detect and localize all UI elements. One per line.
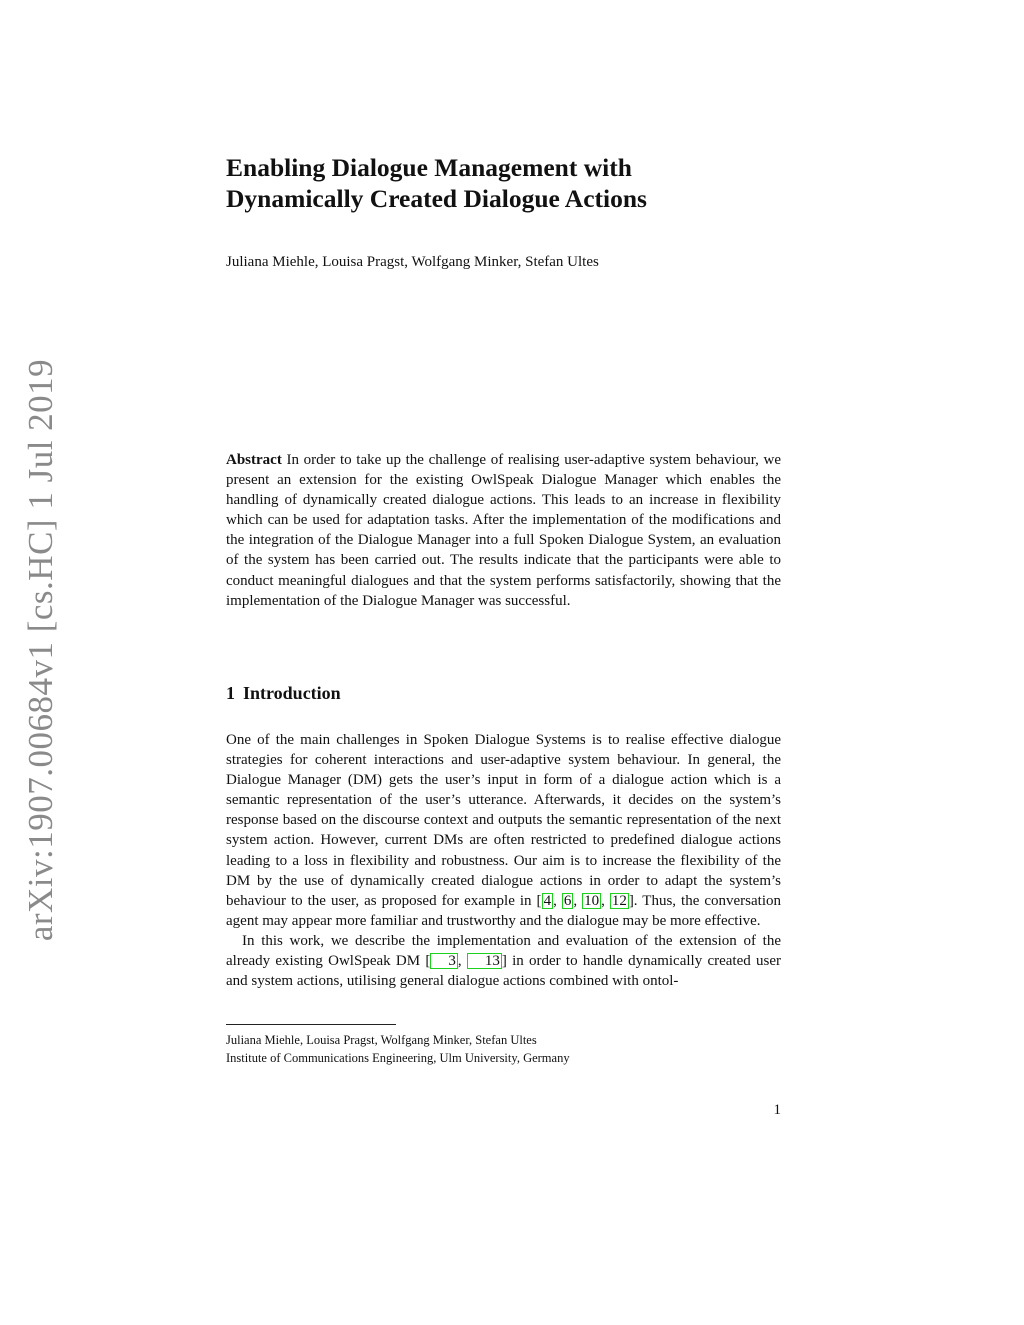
footnote — [226, 1031, 781, 1067]
paper-title — [226, 152, 786, 214]
footnote-affiliation: Institute of Communications Engineering, Ulm University, Germany — [226, 1051, 570, 1065]
title-line-1: Enabling Dialogue Management with — [226, 153, 632, 182]
abstract-label: Abstract — [226, 452, 282, 468]
abstract — [226, 450, 781, 611]
paragraph-2: In this work, we describe the implementation and evaluation of the extension of the already existing OwlSpeak DM [ 3 , 13 ] in order to handle dynamically created user and system actions, utilising general dialogue actions combined with ontol- — [226, 932, 782, 990]
citation-link[interactable]: 3 — [430, 953, 458, 969]
abstract-text: In order to take up the challenge of realising user-adaptive system behaviour, we present an extension for the existing OwlSpeak Dialogue Manager which enables the handling of dynamically created dialogue actions. This leads to an increase in flexibility which can be used for adaptation tasks. After the implementation of the modifications and the integration of the Dialogue Manager into a full Spoken Dialogue System, an evaluation of the system has been carried out. The results indicate that the participants were able to conduct meaningful dialogues and that the system performs satisfactorily, showing that the implementation of the Dialogue Manager was successful. — [226, 452, 781, 609]
citation-link[interactable]: 4 — [543, 892, 552, 909]
paragraph-2-text-b: ] in order to handle dynamically created user and system actions, utilising general dialogue actions combined with ontol- — [226, 953, 782, 990]
paragraph-1-text-a: One of the main challenges in Spoken Dialogue Systems is to realise effective dialogue strategies for coherent interactions and user-adaptive system behaviour. In general, the Dialogue Manager (DM) gets the user’s input in form of a dialogue action which is a semantic representation of the user’s utterance. Afterwards, it decides on the system’s response based on the discourse context and outputs the semantic representation of the next system action. However, current DMs are often restricted to predefined dialogue actions leading to a loss in flexibility and robustness. Our aim is to increase the flexibility of the DM by the use of dynamically created dialogue actions in order to adapt the system’s behaviour to the user, as proposed for example in [ — [226, 732, 781, 909]
body-text — [226, 730, 781, 991]
page-number: 1 — [773, 1102, 781, 1118]
paragraph-1: One of the main challenges in Spoken Dialogue Systems is to realise effective dialogue strategies for coherent interactions and user-adaptive system behaviour. In general, the Dialogue Manager (DM) gets the user’s input in form of a dialogue action which is a semantic representation of the user’s utterance. Afterwards, it decides on the system’s response based on the discourse context and outputs the semantic representation of the next system action. However, current DMs are often restricted to predefined dialogue actions leading to a loss in flexibility and robustness. Our aim is to increase the flexibility of the DM by the use of dynamically created dialogue actions in order to adapt the system’s behaviour to the user, as proposed for example in [ 4 , 6 , 10 , 12 ]. Thus, the conversation agent may appear more familiar and trustworthy and the dialogue may be more effective. — [226, 732, 781, 929]
arxiv-identifier-stamp: arXiv:1907.00684v1 [cs.HC] 1 Jul 2019 — [21, 358, 60, 942]
section-title: Introduction — [243, 683, 341, 703]
citation-link[interactable]: 12 — [611, 892, 627, 909]
title-line-2: Dynamically Created Dialogue Actions — [226, 184, 647, 213]
citation-link[interactable]: 10 — [584, 892, 600, 909]
section-number: 1 — [226, 683, 235, 703]
footnote-authors: Juliana Miehle, Louisa Pragst, Wolfgang Minker, Stefan Ultes — [226, 1033, 537, 1047]
citation-link[interactable]: 6 — [563, 892, 572, 909]
footnote-divider — [226, 1024, 396, 1025]
citation-link[interactable]: 13 — [467, 953, 502, 969]
paragraph-1-text-b: ]. Thus, the conversation agent may appear more familiar and trustworthy and the dialogue may be more effective. — [226, 892, 781, 929]
paragraph-2-text-a: In this work, we describe the implementation and evaluation of the extension of the already existing OwlSpeak DM [ — [226, 932, 781, 970]
section-heading-introduction — [226, 681, 341, 705]
author-list: Juliana Miehle, Louisa Pragst, Wolfgang Minker, Stefan Ultes — [226, 254, 599, 270]
